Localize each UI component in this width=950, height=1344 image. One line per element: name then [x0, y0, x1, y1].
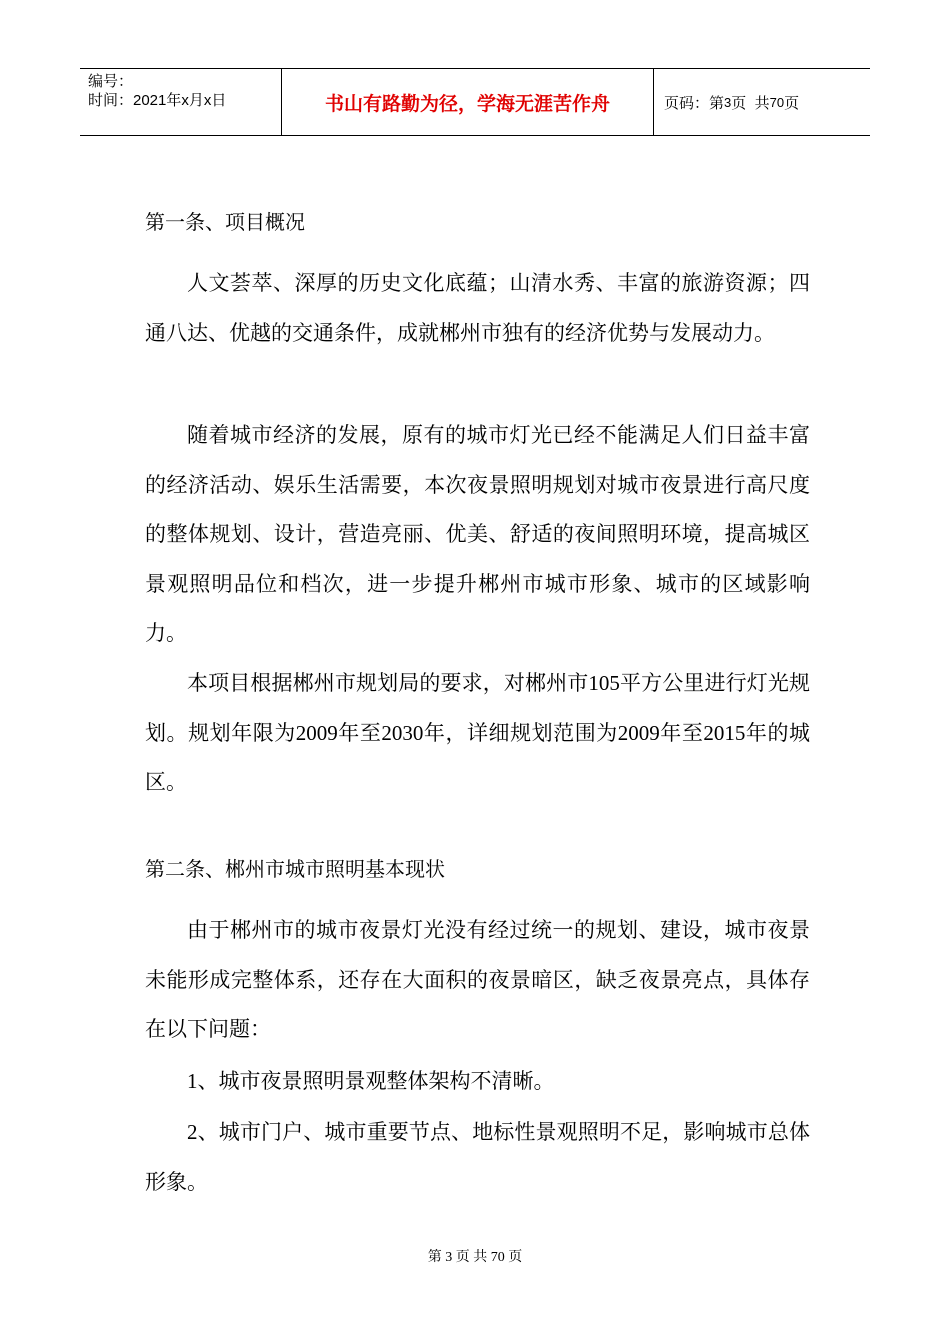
page-header — [80, 68, 870, 136]
paragraph: 由于郴州市的城市夜景灯光没有经过统一的规划、建设，城市夜景未能形成完整体系，还存在大面积的夜景暗区，缺乏夜景亮点，具体存在以下问题： — [145, 918, 810, 1041]
page-total: 70 — [769, 94, 785, 110]
page-mid: 页 共 — [731, 94, 770, 112]
page-footer: 第 3 页 共 70 页 — [427, 1250, 523, 1265]
list-item: 2、城市门户、城市重要节点、地标性景观照明不足，影响城市总体形象。 — [145, 1120, 810, 1194]
paragraph: 随着城市经济的发展，原有的城市灯光已经不能满足人们日益丰富的经济活动、娱乐生活需要，本次夜景照明规划对城市夜景进行高尺度的整体规划、设计，营造亮丽、优美、舒适的夜间照明环境，提高城区景观照明品位和档次，进一步提升郴州市城市形象、城市的区域影响力。 — [145, 423, 810, 645]
header-motto: 书山有路勤为径，学海无涯苦作舟 — [282, 69, 654, 135]
document-time-label: 时间：2021年x月x日 — [88, 92, 227, 109]
page-prefix: 页码：第 — [664, 94, 725, 112]
section-heading: 第二条、郴州市城市照明基本现状 — [145, 857, 445, 881]
page-current: 3 — [724, 94, 732, 110]
header-meta — [80, 69, 282, 135]
paragraph: 人文荟萃、深厚的历史文化底蕴；山清水秀、丰富的旅游资源；四通八达、优越的交通条件，成就郴州市独有的经济优势与发展动力。 — [145, 271, 810, 345]
header-page-info — [654, 69, 870, 135]
section-heading: 第一条、项目概况 — [145, 210, 305, 234]
page-suffix: 页 — [784, 94, 800, 112]
document-number-label: 编号： — [88, 73, 134, 90]
paragraph: 本项目根据郴州市规划局的要求，对郴州市105平方公里进行灯光规划。规划年限为2009年至2030年，详细规划范围为2009年至2015年的城区。 — [145, 671, 810, 794]
list-item: 1、城市夜景照明景观整体架构不清晰。 — [187, 1069, 555, 1093]
